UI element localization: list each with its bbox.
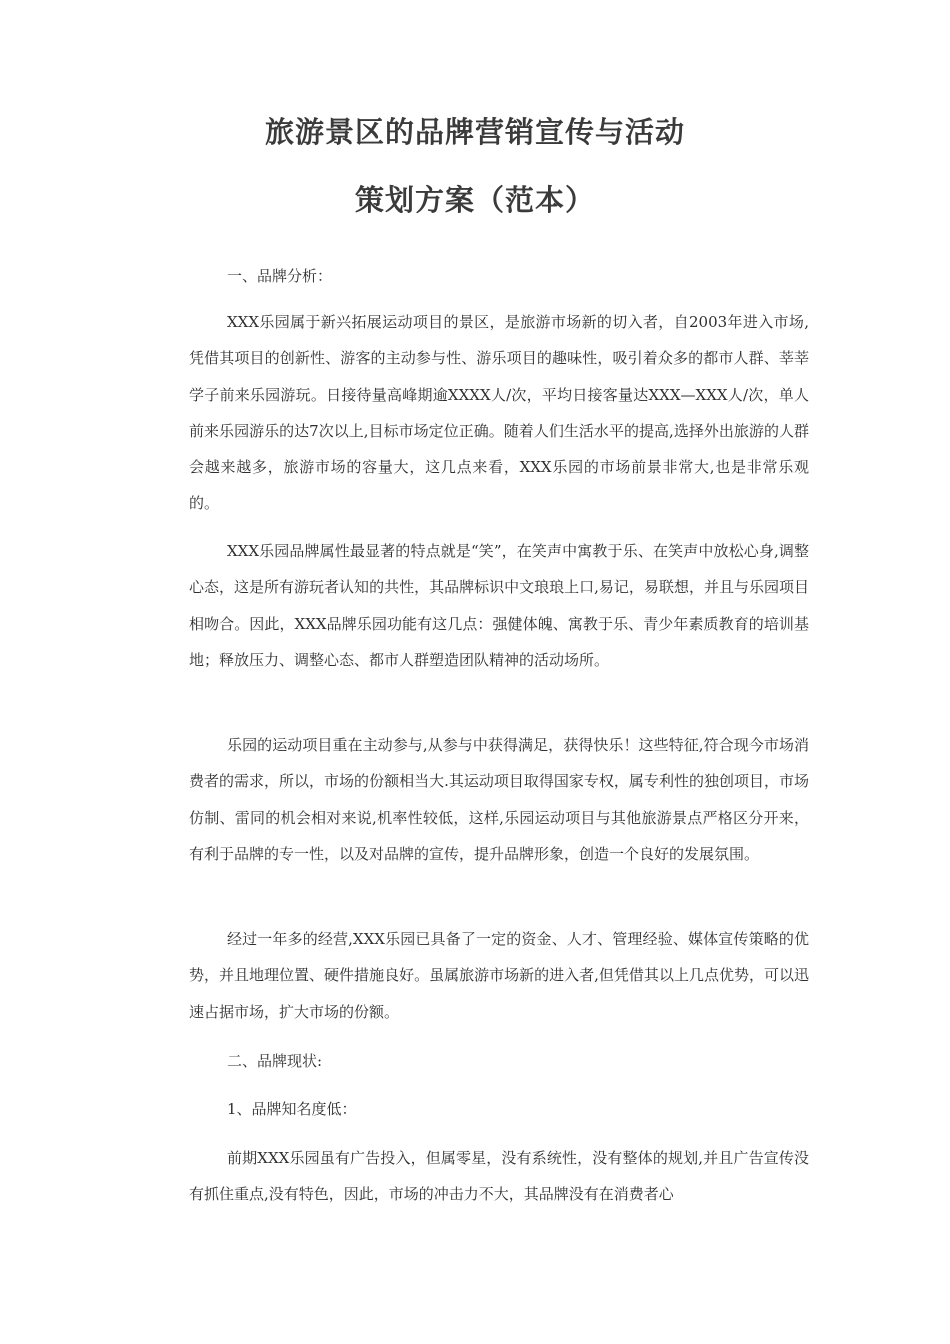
sub1-heading: 1、品牌知名度低： bbox=[227, 1100, 357, 1118]
subsection-heading-container bbox=[189, 1091, 809, 1127]
document-title-line1: 旅游景区的品牌营销宣传与活动 bbox=[264, 115, 685, 149]
paragraph-5-container bbox=[189, 1140, 809, 1213]
paragraph-2-container bbox=[189, 533, 809, 678]
section-heading-brand-analysis bbox=[189, 258, 809, 294]
paragraph-4: 经过一年多的经营,XXX乐园已具备了一定的资金、人才、管理经验、媒体宣传策略的优势，并且地理位置、硬件措施良好。虽属旅游市场新的进入者,但凭借其以上几点优势，可以迅速占据市场，扩大市场的份额。 bbox=[189, 930, 809, 1021]
document-title-line2: 策划方案（范本） bbox=[354, 183, 595, 217]
section-heading-brand-status bbox=[189, 1043, 809, 1079]
paragraph-2: XXX乐园品牌属性最显著的特点就是“笑”，在笑声中寓教于乐、在笑声中放松心身,调整心态，这是所有游玩者认知的共性，其品牌标识中文琅琅上口,易记，易联想，并且与乐园项目相吻合。因此，XXX品牌乐园功能有这几点：强健体魄、寓教于乐、青少年素质教育的培训基地；释放压力、调整心态、都市人群塑造团队精神的活动场所。 bbox=[189, 542, 809, 669]
paragraph-3-container bbox=[189, 727, 809, 872]
paragraph-1: XXX乐园属于新兴拓展运动项目的景区，是旅游市场新的切入者，自2003年进入市场,凭借其项目的创新性、游客的主动参与性、游乐项目的趣味性，吸引着众多的都市人群、莘莘学子前来乐园游玩。日接待量高峰期逾XXXX人/次，平均日接客量达XXX—XXX人/次，单人前来乐园游乐的达7次以上,目标市场定位正确。随着人们生活水平的提高,选择外出旅游的人群会越来越多，旅游市场的容量大，这几点来看，XXX乐园的市场前景非常大,也是非常乐观的。 bbox=[189, 313, 809, 513]
section1-heading: 一、品牌分析： bbox=[227, 267, 333, 285]
paragraph-4-container bbox=[189, 921, 809, 1030]
paragraph-3: 乐园的运动项目重在主动参与,从参与中获得满足，获得快乐！这些特征,符合现今市场消费者的需求，所以，市场的份额相当大.其运动项目取得国家专权，属专利性的独创项目，市场仿制、雷同的机会相对来说,机率性较低，这样,乐园运动项目与其他旅游景点严格区分开来，有利于品牌的专一性，以及对品牌的宣传，提升品牌形象，创造一个良好的发展氛围。 bbox=[189, 736, 809, 863]
paragraph-1-container bbox=[189, 304, 809, 522]
section2-heading: 二、品牌现状: bbox=[227, 1052, 323, 1070]
paragraph-5: 前期XXX乐园虽有广告投入，但属零星，没有系统性，没有整体的规划,并且广告宣传没有抓住重点,没有特色，因此，市场的冲击力不大，其品牌没有在消费者心 bbox=[189, 1149, 809, 1204]
